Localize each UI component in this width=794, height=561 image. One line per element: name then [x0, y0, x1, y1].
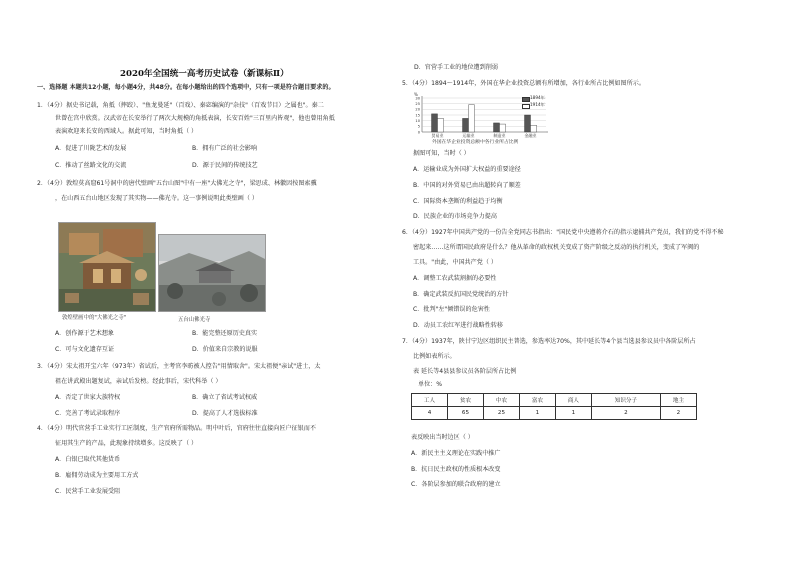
table-cell: 25 [483, 407, 519, 420]
y-tick-label: 25 [415, 101, 420, 106]
q4-option-c[interactable]: C．民营手工业发展受阻 [55, 488, 121, 495]
x-tick-label: 制造业 [493, 133, 506, 138]
q5-after-chart: 据图可知，当时（ ） [413, 150, 470, 157]
y-tick-label: 5 [417, 124, 420, 129]
y-tick-label: 10 [415, 118, 420, 123]
table-cell: 4 [412, 407, 448, 420]
table-cell: 1 [519, 407, 555, 420]
legend-swatch-1894 [522, 97, 530, 102]
bar-1894 [525, 115, 531, 132]
table-row [412, 407, 697, 420]
q3-option-d[interactable]: D．提高了人才选拔标准 [192, 410, 258, 417]
y-tick-label: 15 [415, 113, 420, 118]
table-cell: 1 [555, 407, 591, 420]
q7-table-unit: 单位：% [418, 381, 443, 388]
bar-1894 [432, 114, 438, 132]
legend-label-1894: 1894年 [530, 95, 545, 100]
q2-option-d[interactable]: D．价值来自宗教的说服 [192, 346, 258, 353]
table-cell: 65 [447, 407, 483, 420]
q1-line-1: 1．（4分）据史书记载，角抵（摔跤）、"鱼龙曼延"（百戏）、秦宓编演的"杂技"（百戏节目）之属也"。秦二 [37, 102, 324, 109]
q2-option-c[interactable]: C．可与文化遗存互证 [55, 346, 115, 353]
q7-option-c[interactable]: C．各阶层参加的联合政府的建立 [411, 481, 501, 488]
table-header-cell: 富农 [519, 394, 555, 407]
section-heading: 一、选择题 本题共12小题，每小题4分，共48分。在每小题给出的四个选项中，只有一项是符合题目要求的。 [37, 84, 335, 91]
q3-option-c[interactable]: C．完善了考试录取程序 [55, 410, 121, 417]
legend-label-1914: 1914年 [530, 102, 545, 107]
q1-option-b[interactable]: B．拥有广泛的社会影响 [192, 145, 258, 152]
q1-option-a[interactable]: A．促进了川陇艺术的发展 [55, 145, 127, 152]
q7-line-2: 比例如表所示。 [413, 353, 456, 360]
table-cell: 2 [660, 407, 696, 420]
q1-line-2: 世曾在宫中欣赏。汉武帝在长安举行了两次大规模的角抵表演，长安百姓"三百里内皆观"，他也曾用角抵 [55, 115, 335, 122]
bar-1914 [438, 118, 444, 132]
bar-1894 [463, 118, 469, 132]
mural-caption: 敦煌壁画中的"大佛光之寺" [62, 315, 127, 321]
q6-line-1: 6．（4分）1927年中国共产党的一份告全党同志书指出："国民党中央遵蒋介石的指示逮捕共产党员，我们的党不得不秘 [402, 229, 724, 236]
q4-option-d[interactable]: D．官营手工业的地位遭到削弱 [414, 64, 498, 71]
table-header-cell: 工人 [412, 394, 448, 407]
q6-line-3: 工具。"由此，中国共产党（ ） [413, 259, 497, 266]
q2-option-b[interactable]: B．能完整还原历史真实 [192, 330, 258, 337]
q2-line-2: ，在山西五台山地区发现了其实物——佛光寺。这一事例说明此类壁画（ ） [55, 195, 259, 202]
q1-option-d[interactable]: D．源于民间的传统技艺 [192, 162, 258, 169]
q7-option-b[interactable]: B．抗日民主政权的性质根本改变 [411, 466, 501, 473]
q3-option-a[interactable]: A．否定了世家大族特权 [55, 394, 121, 401]
q3-line-1: 3．（4分）宋太祖开宝六年（973年）省试后，主考官李昉被人控告"用情取舍"。宋太祖便"亲试"进士，太 [37, 363, 321, 370]
q7-option-a[interactable]: A．新民主主义理论在实践中推广 [411, 450, 501, 457]
q2-option-a[interactable]: A．创作源于艺术想象 [55, 330, 115, 337]
q5-option-d[interactable]: D．民族企业的市场竞争力提高 [413, 213, 497, 220]
q6-option-d[interactable]: D．动员工农红军进行战略性转移 [413, 322, 504, 329]
bar-1894 [494, 123, 500, 132]
bar-1914 [500, 124, 506, 132]
q6-option-b[interactable]: B．确定武装反抗国民党统治的方针 [413, 291, 509, 298]
q5-option-c[interactable]: C．国际资本垄断的利益趋于均衡 [413, 198, 503, 205]
temple-picture [159, 235, 265, 311]
q5-option-b[interactable]: B．中国的对外贸易已由出超转向了顺差 [413, 182, 521, 189]
table-cell: 2 [591, 407, 660, 420]
q2-line-1: 2．（4分）敦煌莫高窟61号洞中的唐代壁画"五台山图"中有一座"大佛光之寺"，梁思成、林徽因按图索骥 [37, 180, 317, 187]
q4-line-1: 4．（4分）明代官营手工业实行工匠制度，生产官府所需物品。明中叶后，官府往往直接向匠户征银而不 [37, 425, 316, 432]
q5-line-1: 5．（4分）1894～1914年，外国在华企业投资总额有所增加，各行业所占比例如图所示。 [402, 80, 645, 87]
bar-1914 [469, 105, 475, 132]
temple-caption: 五台山佛光寺 [178, 317, 211, 323]
bar-1914 [531, 125, 537, 132]
q4-option-b[interactable]: B．雇佣劳动成为主要用工方式 [55, 472, 139, 479]
q7-line-1: 7．（4分）1937年，陕甘宁边区组织民主普选，参选率达70%，其中延长等4个县当选县参议员中各阶层所占 [402, 338, 696, 345]
q7-after-table: 表反映出当时边区（ ） [411, 434, 474, 441]
q7-table-caption: 表 延长等4县县参议员各阶层所占比例 [413, 368, 517, 375]
x-tick-label: 金融业 [524, 133, 537, 138]
table-header-cell: 中农 [483, 394, 519, 407]
mural-image [58, 222, 156, 312]
x-tick-label: 贸易业 [431, 133, 444, 138]
q1-option-c[interactable]: C．推动了丝路文化的交流 [55, 162, 127, 169]
q4-line-2: 征用其生产的产品，此现象持续增多。这反映了（ ） [55, 440, 198, 447]
q3-line-2: 祖在讲武殿出题复试，亲试后发榜。经此事后，宋代科举（ ） [55, 378, 222, 385]
table-header-row [412, 394, 697, 407]
q4-option-a[interactable]: A．白银已取代其他货币 [55, 456, 121, 463]
temple-photo [158, 234, 266, 312]
y-tick-label: 0 [417, 130, 420, 135]
table-header-cell: 贫农 [447, 394, 483, 407]
table-header-cell: 知识分子 [591, 394, 660, 407]
x-tick-label: 运输业 [462, 133, 475, 138]
y-axis-label: % [414, 92, 418, 97]
q7-table [411, 393, 697, 420]
q5-option-a[interactable]: A．运输业成为外国扩大权益的重要途径 [413, 166, 521, 173]
q1-line-3: 表演欢迎来长安的西域人。据此可知，当时角抵（ ） [55, 128, 198, 135]
table-header-cell: 商人 [555, 394, 591, 407]
q3-option-b[interactable]: B．确立了省试考试权威 [192, 394, 258, 401]
table-header-cell: 地主 [660, 394, 696, 407]
exam-title: 2020年全国统一高考历史试卷（新课标Ⅱ） [120, 69, 289, 79]
mural-picture [59, 223, 155, 311]
y-tick-label: 30 [415, 96, 420, 101]
q6-option-c[interactable]: C．批判"左"倾错误的危害性 [413, 306, 490, 313]
legend-swatch-1914 [522, 104, 530, 109]
chart-caption: 外国在华企业投资总额中各行业所占比例 [432, 140, 519, 145]
q6-line-2: 密起来……这所谓国民政府是什么？他从革命的政权机关变成了资产阶级之反动的执行机关，变成了军阀的 [413, 244, 700, 251]
y-tick-label: 20 [415, 107, 420, 112]
q6-option-a[interactable]: A．调整工农武装割据的必要性 [413, 275, 497, 282]
